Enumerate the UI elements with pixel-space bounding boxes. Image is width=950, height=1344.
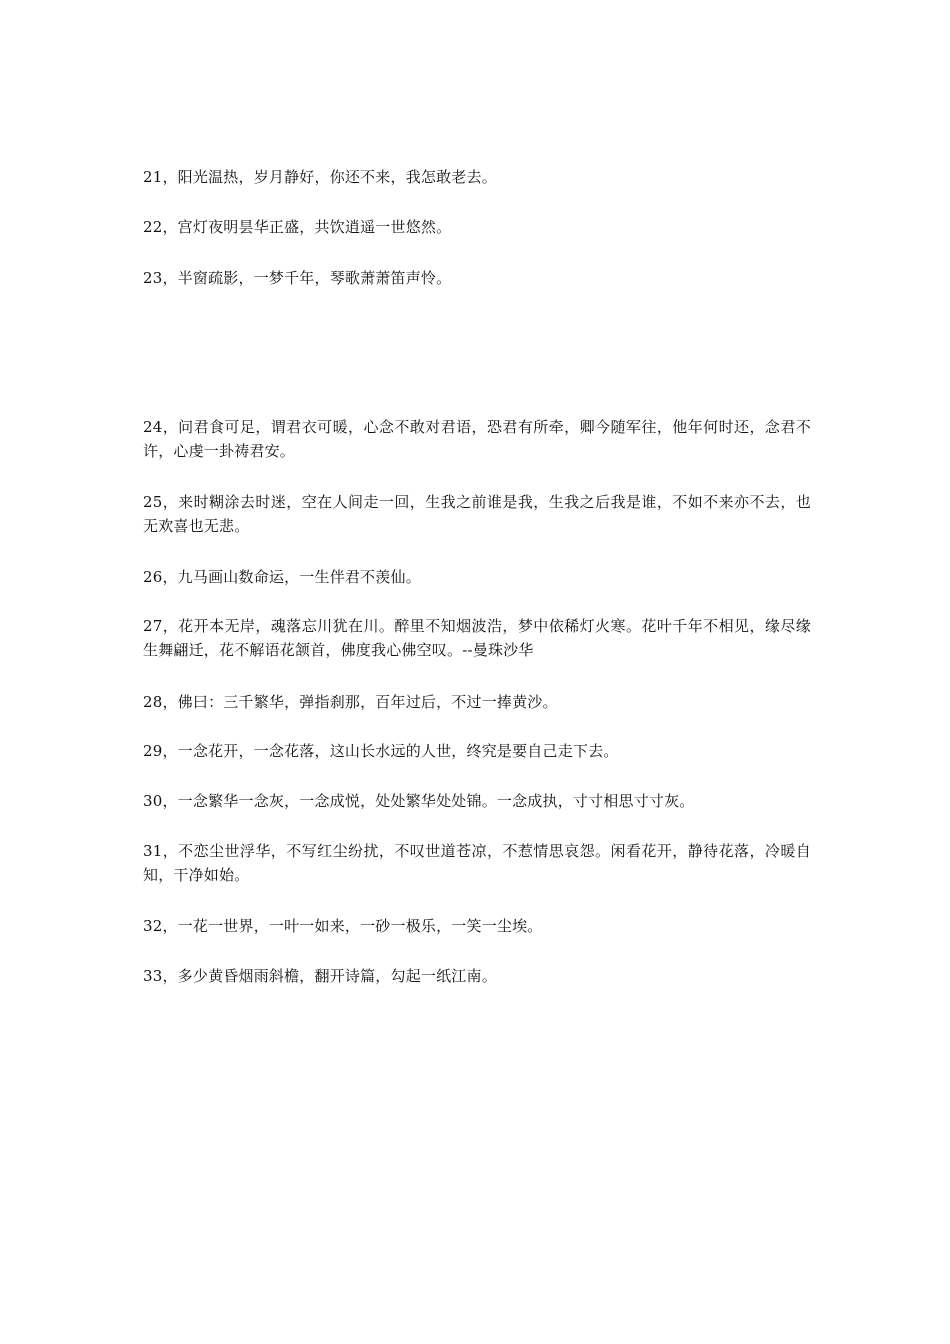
quote-paragraph-30: 30，一念繁华一念灰，一念成悦，处处繁华处处锦。一念成执，寸寸相思寸寸灰。	[143, 792, 695, 810]
quote-paragraph-29: 29，一念花开，一念花落，这山长水远的人世，终究是要自己走下去。	[143, 742, 619, 760]
quote-paragraph-26: 26，九马画山数命运，一生伴君不羡仙。	[143, 568, 421, 586]
quote-paragraph-32: 32，一花一世界，一叶一如来，一砂一极乐，一笑一尘埃。	[143, 917, 543, 935]
quote-paragraph-22: 22，宫灯夜明昙华正盛，共饮逍遥一世悠然。	[143, 218, 452, 236]
quote-paragraph-28: 28，佛曰：三千繁华，弹指刹那，百年过后，不过一捧黄沙。	[143, 693, 558, 711]
quote-paragraph-21: 21，阳光温热，岁月静好，你还不来，我怎敢老去。	[143, 168, 497, 186]
quote-paragraph-25: 25，来时糊涂去时迷，空在人间走一回，生我之前谁是我，生我之后我是谁，不如不来亦不去，也无欢喜也无悲。	[143, 493, 811, 535]
quote-paragraph-24: 24，问君食可足，谓君衣可暖，心念不敢对君语，恐君有所牵，卿今随军往，他年何时还，念君不许，心虔一卦祷君安。	[143, 418, 811, 460]
quote-paragraph-27: 27，花开本无岸，魂落忘川犹在川。醉里不知烟波浩，梦中依稀灯火寒。花叶千年不相见，缘尽缘生舞翩迁，花不解语花颔首，佛度我心佛空叹。--曼珠沙华	[143, 617, 811, 659]
quote-paragraph-33: 33，多少黄昏烟雨斜檐，翻开诗篇，勾起一纸江南。	[143, 967, 497, 985]
quote-paragraph-23: 23，半窗疏影，一梦千年，琴歌萧萧笛声怜。	[143, 269, 452, 287]
quote-paragraph-31: 31，不恋尘世浮华，不写红尘纷扰，不叹世道苍凉，不惹情思哀怨。闲看花开，静待花落，冷暖自知，干净如始。	[143, 842, 811, 884]
